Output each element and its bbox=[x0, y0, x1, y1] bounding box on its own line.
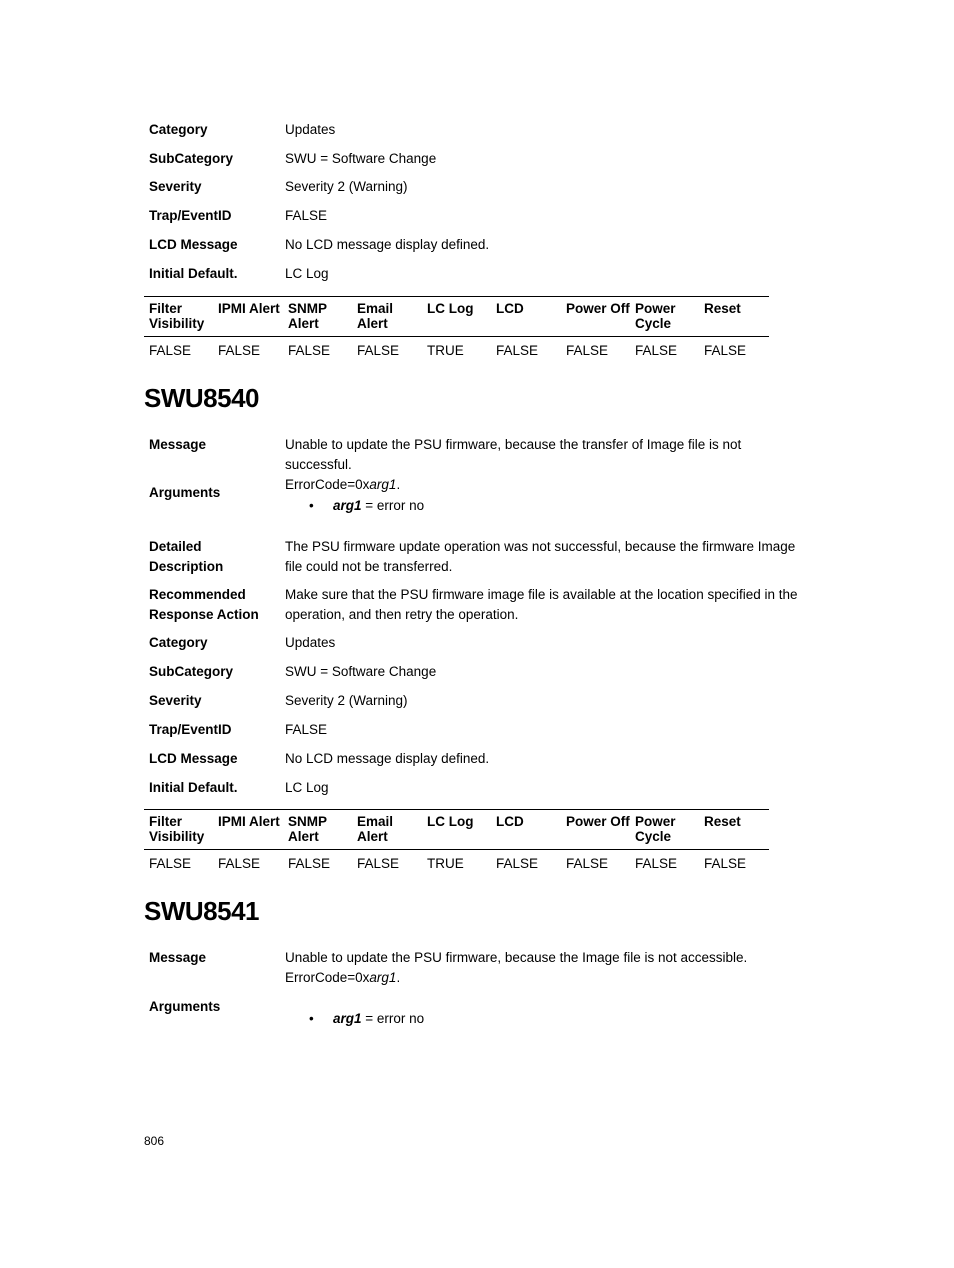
table-data-cell: TRUE bbox=[427, 856, 464, 871]
kv-key: Message bbox=[149, 437, 207, 452]
table-data-cell: FALSE bbox=[496, 856, 539, 871]
page-number: 806 bbox=[144, 1134, 165, 1148]
kv-key: Trap/EventID bbox=[149, 208, 232, 223]
table-top-rule bbox=[144, 809, 769, 810]
kv-row-detailed-description bbox=[149, 537, 809, 577]
table-data-cell: FALSE bbox=[288, 343, 331, 358]
table-data-cell: FALSE bbox=[635, 343, 678, 358]
argument-name: arg1 bbox=[333, 498, 362, 513]
filter-table bbox=[144, 809, 769, 879]
kv-key: Message bbox=[149, 950, 207, 965]
table-header-cell: Email Alert bbox=[357, 814, 394, 844]
kv-key: LCD Message bbox=[149, 751, 238, 766]
table-header-cell: LCD bbox=[496, 301, 524, 316]
table-data-cell: FALSE bbox=[566, 856, 609, 871]
kv-value: Updates bbox=[285, 635, 336, 650]
kv-value: LC Log bbox=[285, 266, 329, 281]
section-heading: SWU8541 bbox=[144, 896, 259, 926]
table-header-cell: Power Cycle bbox=[635, 301, 676, 331]
table-header-cell: Power Cycle bbox=[635, 814, 676, 844]
filter-table bbox=[144, 296, 769, 366]
kv-key: Arguments bbox=[149, 485, 221, 500]
kv-value: SWU = Software Change bbox=[285, 664, 437, 679]
table-top-rule bbox=[144, 296, 769, 297]
kv-row-message bbox=[149, 435, 809, 492]
bullet-icon: • bbox=[309, 498, 314, 513]
kv-key: Initial Default. bbox=[149, 266, 238, 281]
table-data-cell: TRUE bbox=[427, 343, 464, 358]
kv-value: No LCD message display defined. bbox=[285, 237, 490, 252]
table-data-cell: FALSE bbox=[357, 856, 400, 871]
kv-key: Recommended Response Action bbox=[149, 587, 259, 622]
kv-key: SubCategory bbox=[149, 151, 234, 166]
table-data-cell: FALSE bbox=[635, 856, 678, 871]
table-header-cell: Filter Visibility bbox=[149, 301, 205, 331]
message-errorcode-prefix: ErrorCode=0x bbox=[285, 970, 370, 985]
kv-key: Category bbox=[149, 635, 208, 650]
kv-value: Severity 2 (Warning) bbox=[285, 179, 408, 194]
table-header-cell: Email Alert bbox=[357, 301, 394, 331]
table-data-cell: FALSE bbox=[149, 856, 192, 871]
kv-row-message bbox=[149, 948, 809, 988]
kv-value: Severity 2 (Warning) bbox=[285, 693, 408, 708]
argument-list-item bbox=[309, 1009, 424, 1029]
kv-value bbox=[285, 948, 809, 988]
table-header-cell: Reset bbox=[704, 301, 741, 316]
section-heading: SWU8540 bbox=[144, 383, 259, 413]
kv-key: Detailed Description bbox=[149, 539, 224, 574]
message-arg: arg1 bbox=[369, 970, 397, 985]
table-header-cell: SNMP Alert bbox=[288, 814, 327, 844]
kv-value bbox=[285, 435, 809, 495]
argument-name: arg1 bbox=[333, 1011, 362, 1026]
table-header-cell: Power Off bbox=[566, 814, 630, 829]
kv-key: SubCategory bbox=[149, 664, 234, 679]
kv-key: Initial Default. bbox=[149, 780, 238, 795]
kv-row-recommended-action bbox=[149, 585, 809, 625]
table-header-cell: SNMP Alert bbox=[288, 301, 327, 331]
message-arg: arg1 bbox=[369, 477, 397, 492]
table-data-cell: FALSE bbox=[566, 343, 609, 358]
table-header-cell: IPMI Alert bbox=[218, 814, 280, 829]
kv-key: LCD Message bbox=[149, 237, 238, 252]
kv-key: Arguments bbox=[149, 999, 221, 1014]
message-text: Unable to update the PSU firmware, because the Image file is not accessible. bbox=[285, 950, 748, 965]
table-data-cell: FALSE bbox=[496, 343, 539, 358]
table-data-cell: FALSE bbox=[149, 343, 192, 358]
message-suffix: . bbox=[396, 477, 401, 492]
table-header-cell: Power Off bbox=[566, 301, 630, 316]
kv-value: Make sure that the PSU firmware image file is available at the location specified in the operation, and then retry the operation. bbox=[285, 587, 798, 622]
argument-desc: = error no bbox=[361, 1011, 425, 1026]
kv-value: SWU = Software Change bbox=[285, 151, 437, 166]
table-header-cell: Reset bbox=[704, 814, 741, 829]
argument-list-item bbox=[309, 496, 424, 516]
kv-value: LC Log bbox=[285, 780, 329, 795]
argument-desc: = error no bbox=[361, 498, 425, 513]
table-header-cell: LC Log bbox=[427, 301, 474, 316]
table-data-cell: FALSE bbox=[218, 343, 261, 358]
table-data-cell: FALSE bbox=[288, 856, 331, 871]
table-header-cell: Filter Visibility bbox=[149, 814, 205, 844]
message-errorcode-prefix: ErrorCode=0x bbox=[285, 477, 370, 492]
kv-value: The PSU firmware update operation was not successful, because the firmware Image file could not be transferred. bbox=[285, 539, 796, 574]
table-data-cell: FALSE bbox=[357, 343, 400, 358]
message-suffix: . bbox=[396, 970, 401, 985]
message-text: Unable to update the PSU firmware, because the transfer of Image file is not successful. bbox=[285, 437, 742, 472]
table-data-cell: FALSE bbox=[704, 856, 747, 871]
kv-key: Severity bbox=[149, 179, 202, 194]
table-header-rule bbox=[144, 849, 769, 850]
table-data-cell: FALSE bbox=[704, 343, 747, 358]
table-header-cell: IPMI Alert bbox=[218, 301, 280, 316]
kv-key: Category bbox=[149, 122, 208, 137]
table-data-cell: FALSE bbox=[218, 856, 261, 871]
table-header-cell: LC Log bbox=[427, 814, 474, 829]
kv-value: No LCD message display defined. bbox=[285, 751, 490, 766]
kv-key: Severity bbox=[149, 693, 202, 708]
kv-value: FALSE bbox=[285, 208, 328, 223]
table-header-rule bbox=[144, 336, 769, 337]
kv-value: Updates bbox=[285, 122, 336, 137]
kv-value: FALSE bbox=[285, 722, 328, 737]
kv-key: Trap/EventID bbox=[149, 722, 232, 737]
bullet-icon: • bbox=[309, 1011, 314, 1026]
table-header-cell: LCD bbox=[496, 814, 524, 829]
